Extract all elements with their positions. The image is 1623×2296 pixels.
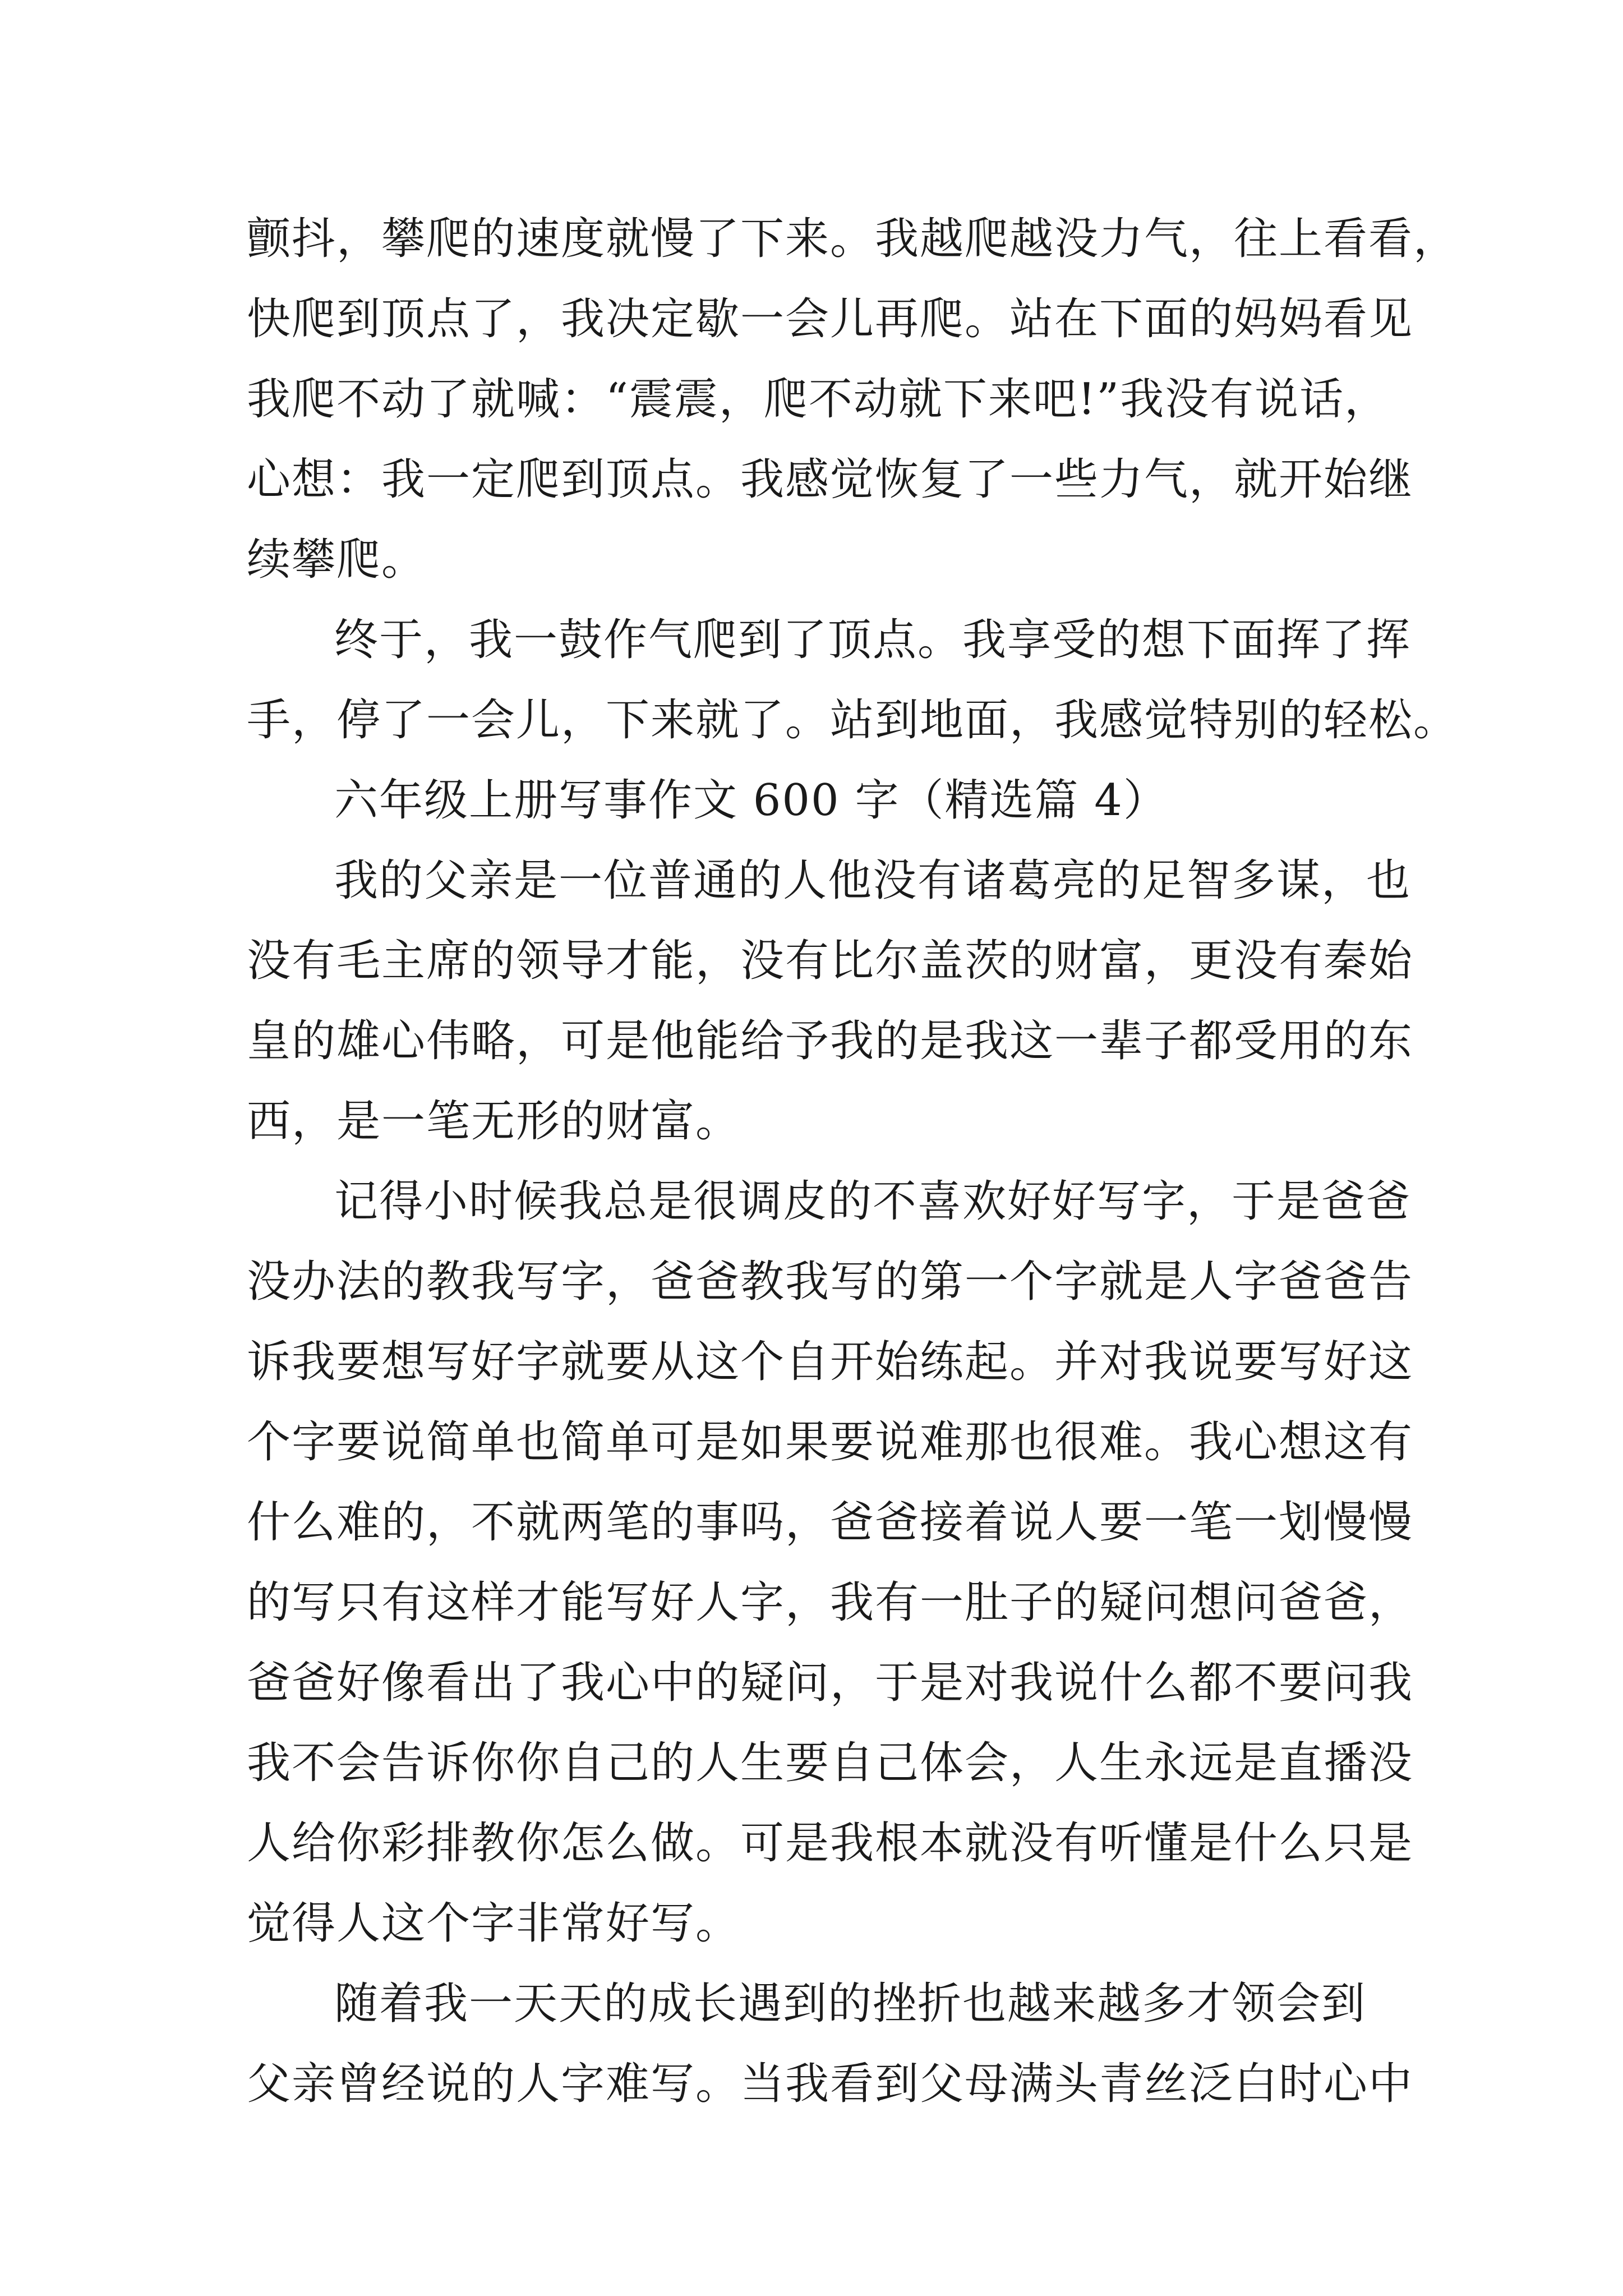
text-line: 个字要说简单也简单可是如果要说难那也很难。我心想这有	[247, 1417, 1414, 1467]
text-line: 快爬到顶点了，我决定歇一会儿再爬。站在下面的妈妈看见	[247, 294, 1414, 344]
text-line: 诉我要想写好字就要从这个自开始练起。并对我说要写好这	[247, 1337, 1414, 1387]
text-line: 没有毛主席的领导才能，没有比尔盖茨的财富，更没有秦始	[247, 936, 1414, 986]
text-line: 人给你彩排教你怎么做。可是我根本就没有听懂是什么只是	[247, 1818, 1414, 1869]
text-line: 爸爸好像看出了我心中的疑问，于是对我说什么都不要问我	[247, 1658, 1414, 1708]
paragraph-first-line: 随着我一天天的成长遇到的挫折也越来越多才领会到	[334, 1978, 1367, 2029]
text-line: 什么难的，不就两笔的事吗，爸爸接着说人要一笔一划慢慢	[247, 1497, 1414, 1548]
section-heading: 六年级上册写事作文 600 字（精选篇 4）	[334, 775, 1168, 826]
text-line: 手，停了一会儿，下来就了。站到地面，我感觉特别的轻松。	[247, 695, 1459, 746]
text-line: 皇的雄心伟略，可是他能给予我的是我这一辈子都受用的东	[247, 1016, 1414, 1066]
text-line: 我不会告诉你你自己的人生要自己体会，人生永远是直播没	[247, 1738, 1414, 1788]
text-line: 觉得人这个字非常好写。	[247, 1898, 741, 1949]
text-line: 西，是一笔无形的财富。	[247, 1096, 741, 1147]
text-line: 心想：我一定爬到顶点。我感觉恢复了一些力气，就开始继	[247, 454, 1414, 505]
text-line: 的写只有这样才能写好人字，我有一肚子的疑问想问爸爸，	[247, 1577, 1414, 1628]
text-line: 我爬不动了就喊：“震震，爬不动就下来吧!”我没有说话，	[247, 374, 1390, 425]
text-line: 颤抖，攀爬的速度就慢了下来。我越爬越没力气，往上看看，	[247, 214, 1459, 264]
paragraph-first-line: 终于，我一鼓作气爬到了顶点。我享受的想下面挥了挥	[334, 615, 1412, 665]
text-line: 父亲曾经说的人字难写。当我看到父母满头青丝泛白时心中	[247, 2059, 1414, 2109]
text-line: 续攀爬。	[247, 535, 427, 585]
paragraph-first-line: 记得小时候我总是很调皮的不喜欢好好写字，于是爸爸	[334, 1176, 1412, 1227]
document-body	[247, 199, 1459, 2124]
paragraph-first-line: 我的父亲是一位普通的人他没有诸葛亮的足智多谋，也	[334, 855, 1412, 906]
text-line: 没办法的教我写字，爸爸教我写的第一个字就是人字爸爸告	[247, 1257, 1414, 1307]
